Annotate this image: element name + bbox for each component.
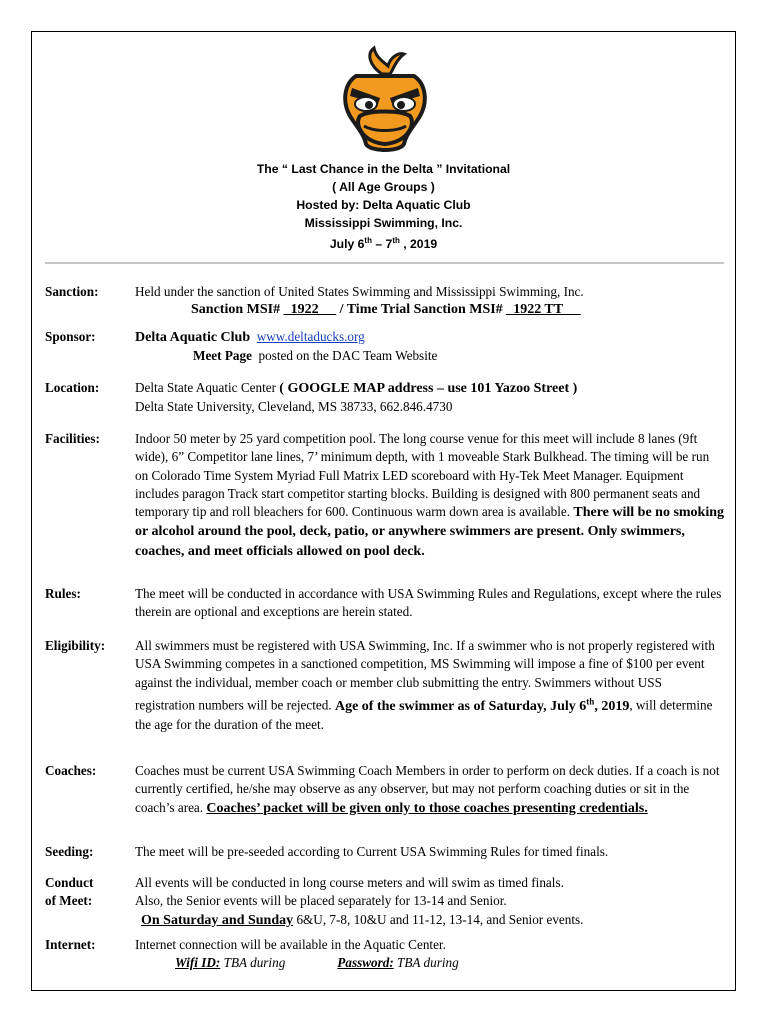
internet-label: Internet: xyxy=(45,937,96,952)
internet-text: Internet connection will be available in the Aquatic Center. xyxy=(135,937,446,952)
section-location xyxy=(45,379,725,417)
meet-date: July 6th – 7th , 2019 xyxy=(329,236,438,252)
facilities-bold-text: There will be no smoking or alcohol around the pool, deck, patio, or anywhere swimmers are present. Only swimmers, coaches, and meet officials allowed on pool deck. xyxy=(135,505,725,559)
sponsor-club: Delta Aquatic Club xyxy=(135,330,251,345)
section-coaches xyxy=(45,762,725,818)
sanction-text: Held under the sanction of United States Swimming and Mississippi Swimming, Inc. xyxy=(135,284,584,299)
header-divider xyxy=(45,262,724,264)
wifi-id-value: TBA during xyxy=(220,955,286,971)
meet-page-label: Meet Page xyxy=(193,348,252,364)
section-conduct xyxy=(45,874,725,930)
facilities-text: Indoor 50 meter by 25 yard competition pool. The long course venue for this meet will include 8 lanes (9ft wide), 6” Competitor lane lines, 7’ minimum depth, with 1 moveable Stark Bulkhead. The timing will be run on Colorado Time System Myriad Full Matrix LED scoreboard with Hy-Tek Meet Manager. Equipment includes paragon Track start competitor starting blocks. Building is designed with 800 permanent seats and temporary tip and roll bleachers for 600. Continuous warm down area is available. xyxy=(135,431,710,520)
sponsor-label: Sponsor: xyxy=(45,329,96,344)
meet-header xyxy=(31,160,736,253)
password-label: Password: xyxy=(337,955,394,971)
conduct-days-events: 6&U, 7-8, 10&U and 11-12, 13-14, and Senior events. xyxy=(293,911,584,927)
sanction-numbers: Sanction MSI# _1922_ _ / Time Trial Sanction MSI# _1922 TT_ _ xyxy=(191,302,581,318)
meet-title: The “ Last Chance in the Delta ” Invitational xyxy=(256,162,511,176)
meet-page-text: posted on the DAC Team Website xyxy=(258,348,438,364)
seeding-text: The meet will be pre-seeded according to Current USA Swimming Rules for timed finals. xyxy=(135,844,609,859)
coaches-label: Coaches: xyxy=(45,763,97,778)
host-club: Hosted by: Delta Aquatic Club xyxy=(296,198,471,212)
eligibility-text: All swimmers must be registered with USA Swimming, Inc. If a swimmer who is not properly registered with USA Swimming competes in a sanctioned competition, MS Swimming will impose a fine of $100 per event against the individual, member coach or member club submitting the entry. Swimmers without USS registration numbers will be rejected. xyxy=(135,638,715,713)
rules-label: Rules: xyxy=(45,586,81,601)
location-address: Delta State University, Cleveland, MS 38733, 662.846.4730 xyxy=(135,399,453,415)
rules-text: The meet will be conducted in accordance with USA Swimming Rules and Regulations, except where the rules therein are optional and exceptions are herein stated. xyxy=(135,586,722,620)
section-internet xyxy=(45,936,725,973)
lsc-name: Mississippi Swimming, Inc. xyxy=(304,216,463,230)
sponsor-website-link[interactable]: www.deltaducks.org xyxy=(256,329,365,344)
password-value: TBA during xyxy=(393,955,459,971)
facilities-label: Facilities: xyxy=(45,431,100,446)
duck-tuft xyxy=(370,48,404,74)
section-seeding xyxy=(45,843,725,861)
sanction-label: Sanction: xyxy=(45,284,99,299)
eligibility-age-rule: Age of the swimmer as of Saturday, July 6th, 2019 xyxy=(334,695,630,714)
conduct-line-2: Also, the Senior events will be placed separately for 13-14 and Senior. xyxy=(135,893,507,909)
conduct-line-1: All events will be conducted in long course meters and will swim as timed finals. xyxy=(135,875,564,890)
location-label: Location: xyxy=(45,380,100,395)
section-rules xyxy=(45,585,725,622)
section-facilities xyxy=(45,430,725,561)
coaches-text: Coaches must be current USA Swimming Coach Members in order to perform on deck duties. If a coach is not currently certified, he/she may observe as any observer, but may not perform coaching duties or sit in the coach’s area. xyxy=(135,763,720,815)
conduct-days: On Saturday and Sunday xyxy=(141,912,294,928)
coaches-packet-note: Coaches’ packet will be given only to those coaches presenting credentials. xyxy=(206,800,648,816)
location-map-note: ( GOOGLE MAP address – use 101 Yazoo Street ) xyxy=(279,381,578,396)
wifi-id-label: Wifi ID: xyxy=(175,955,221,971)
age-groups: ( All Age Groups ) xyxy=(332,180,435,194)
location-venue: Delta State Aquatic Center xyxy=(135,380,280,395)
delta-ducks-logo xyxy=(330,44,440,156)
section-sponsor xyxy=(45,328,725,366)
seeding-label: Seeding: xyxy=(45,844,94,859)
section-sanction xyxy=(45,283,725,320)
conduct-label: Conduct of Meet: xyxy=(45,875,94,909)
section-eligibility: Eligibility: All swimmers must be registered with USA Swimming, Inc. If a swimmer who is not properly registered with USA Swimming competes in a sanctioned competition, MS Swimming will impose a fine of $100 per event against the individual, member coach or member club submitting the entry. Swimmers without USS registration numbers will be rejected. Age of the swimmer as of Saturday, July 6th, 2019, will determine the age for the duration of the meet. xyxy=(45,638,715,732)
eligibility-label: Eligibility: xyxy=(45,638,106,653)
